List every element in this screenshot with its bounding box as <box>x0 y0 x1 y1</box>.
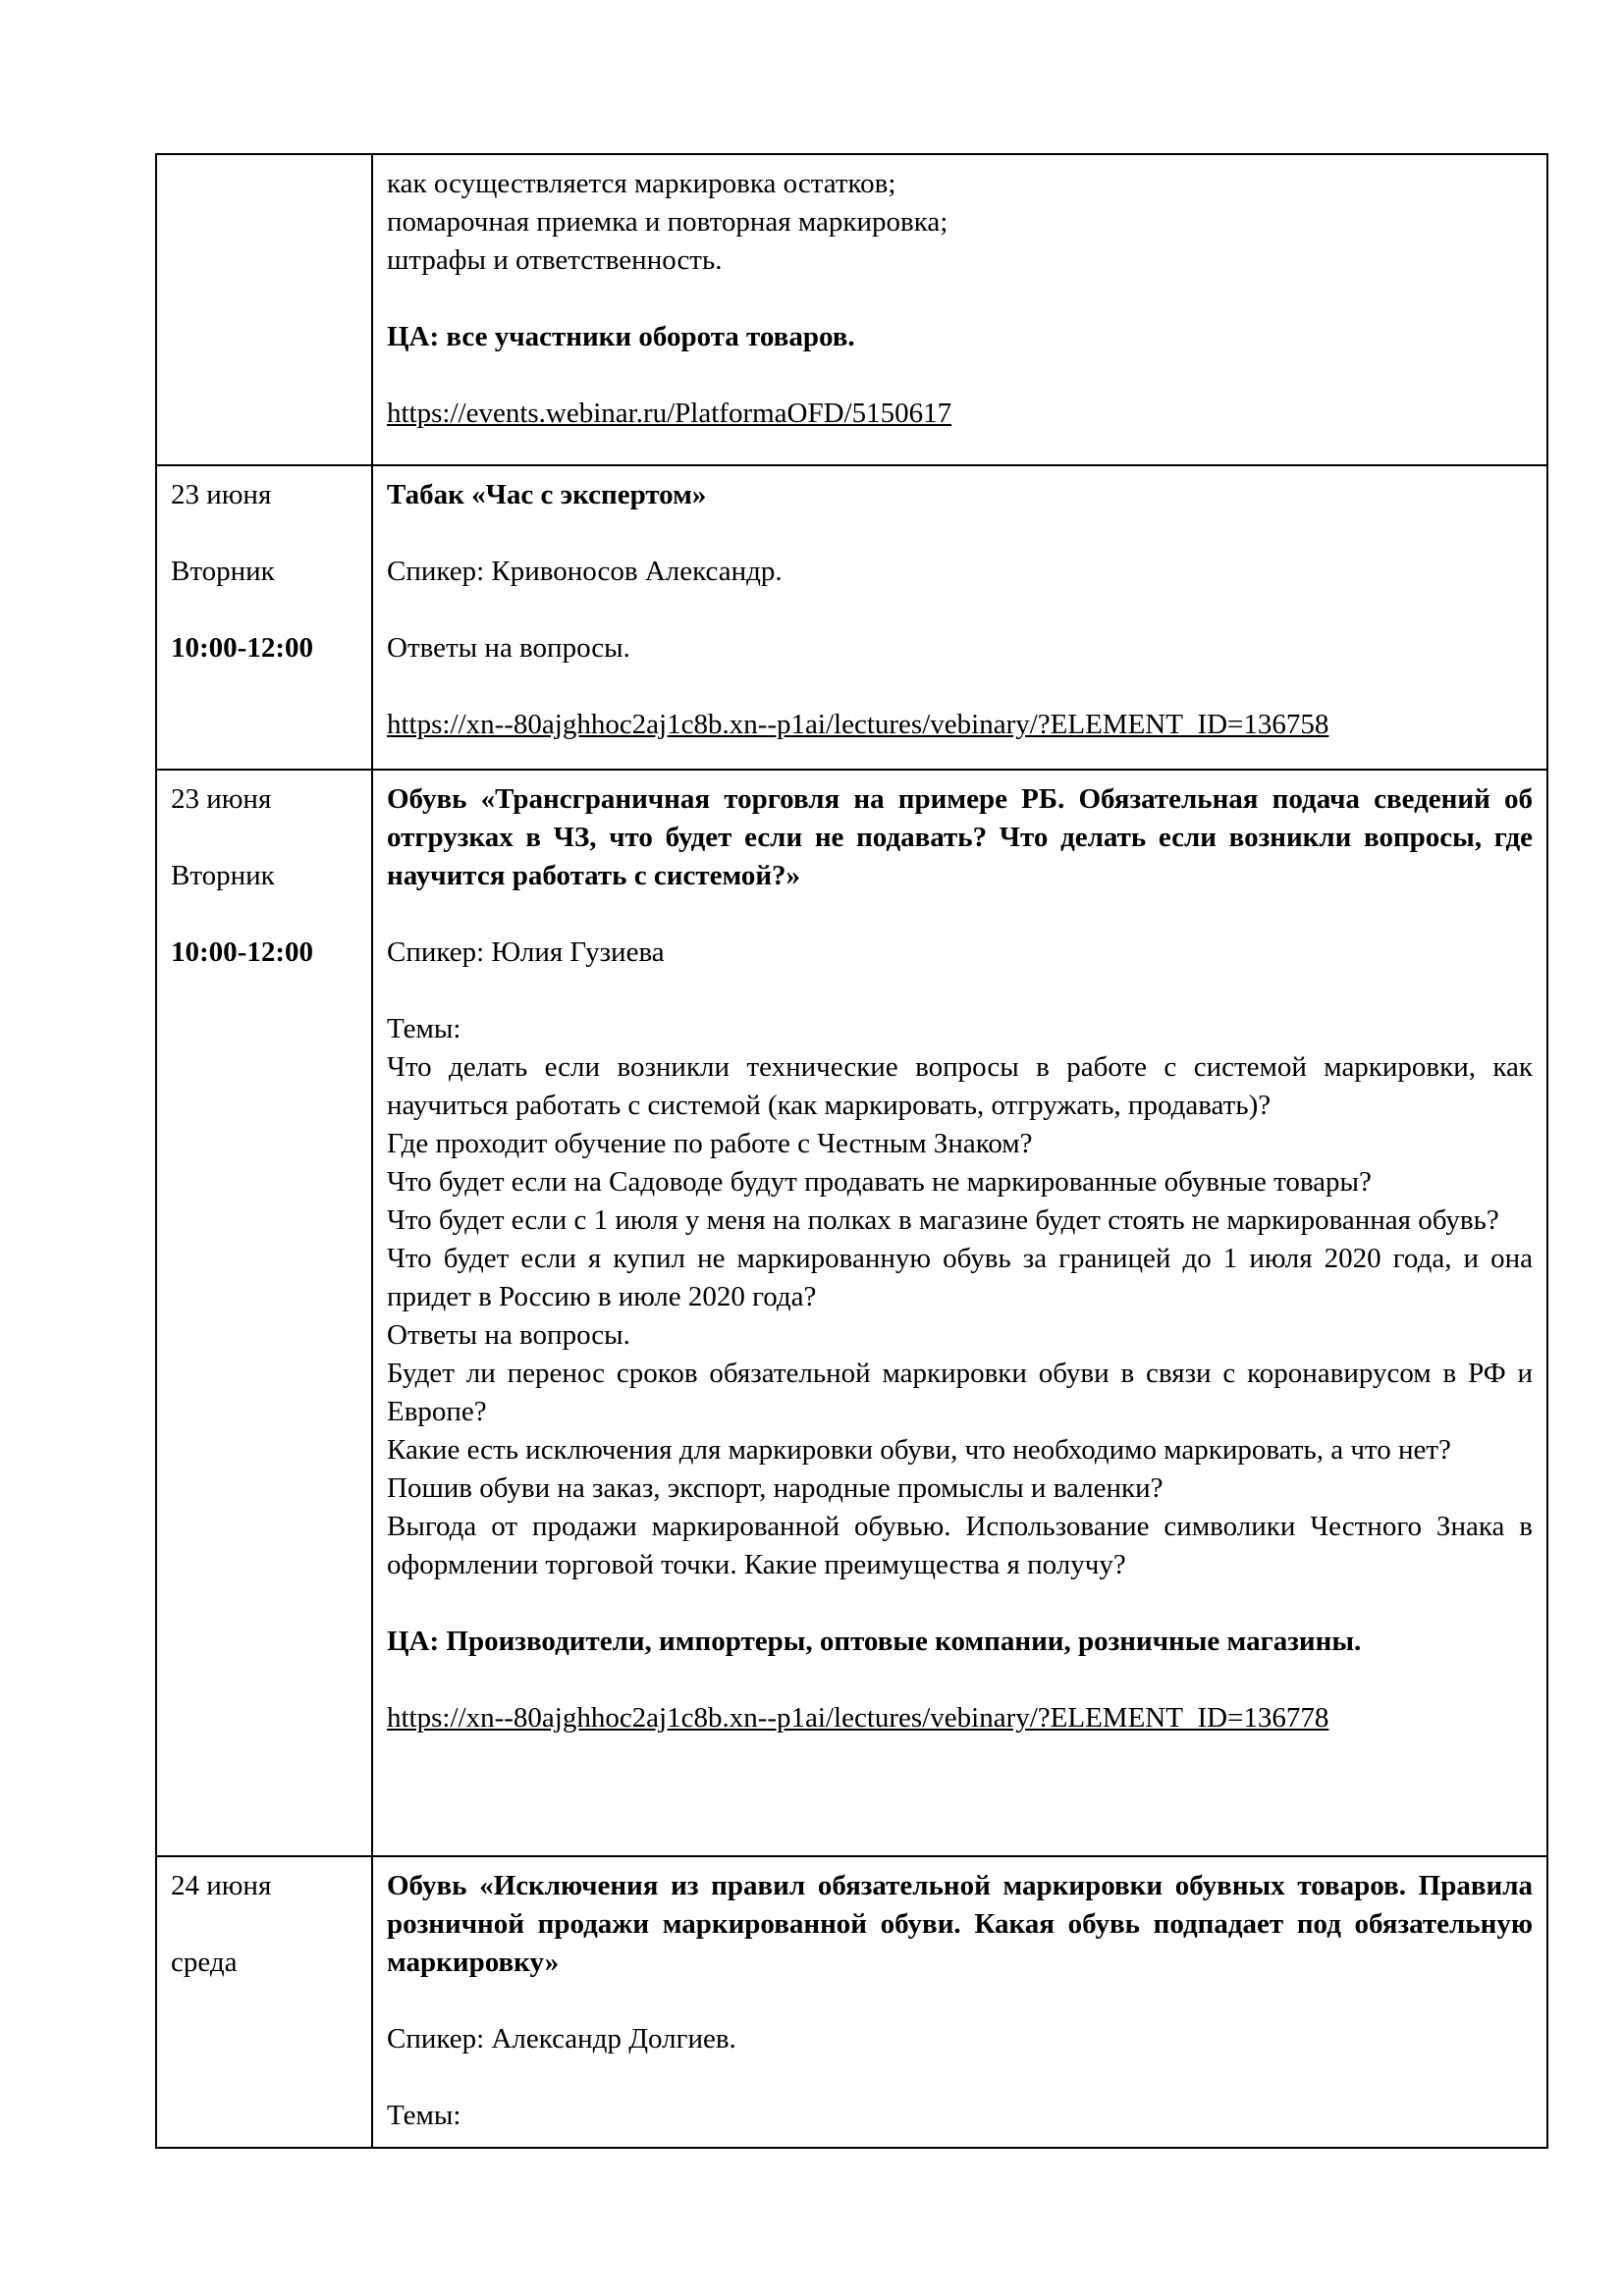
webinar-link[interactable]: https://events.webinar.ru/PlatformaOFD/5150617 <box>387 398 952 429</box>
event-weekday: Вторник <box>171 860 275 891</box>
event-speaker: Спикер: Александр Долгиев. <box>387 2023 736 2055</box>
text-line: как осуществляется маркировка остатков; <box>387 168 896 199</box>
target-audience: ЦА: все участники оборота товаров. <box>387 321 855 352</box>
topic-item: Ответы на вопросы. <box>387 1319 630 1351</box>
event-date: 23 июня <box>171 479 272 510</box>
event-title: Табак «Час с экспертом» <box>387 479 707 510</box>
event-time: 10:00-12:00 <box>171 632 313 664</box>
date-cell <box>156 465 372 770</box>
topic-item: Выгода от продажи маркированной обувью. Использование символики Честного Знака в оформлении торговой точки. Какие преимущества я получу? <box>387 1511 1533 1580</box>
topics-label: Темы: <box>387 2100 461 2131</box>
event-speaker: Спикер: Кривоносов Александр. <box>387 556 783 587</box>
date-cell <box>156 154 372 465</box>
topic-item: Какие есть исключения для маркировки обуви, что необходимо маркировать, а что нет? <box>387 1434 1451 1466</box>
table-row <box>156 770 1547 1856</box>
description-cell <box>372 770 1547 1856</box>
event-weekday: среда <box>171 1947 238 1978</box>
topic-item: Что будет если я купил не маркированную обувь за границей до 1 июля 2020 года, и она придет в Россию в июле 2020 года? <box>387 1243 1533 1312</box>
table-row <box>156 154 1547 465</box>
date-cell <box>156 770 372 1856</box>
date-cell <box>156 1856 372 2148</box>
topic-item: Будет ли перенос сроков обязательной маркировки обуви в связи с коронавирусом в РФ и Европе? <box>387 1358 1533 1427</box>
description-cell <box>372 154 1547 465</box>
webinar-link[interactable]: https://xn--80ajghhoc2aj1c8b.xn--p1ai/lectures/vebinary/?ELEMENT_ID=136778 <box>387 1702 1329 1734</box>
text-line: помарочная приемка и повторная маркировка; <box>387 206 948 238</box>
description-cell <box>372 1856 1547 2148</box>
topic-item: Что будет если на Садоводе будут продавать не маркированные обувные товары? <box>387 1166 1372 1198</box>
event-weekday: Вторник <box>171 556 275 587</box>
topic-item: Что будет если с 1 июля у меня на полках в магазине будет стоять не маркированная обувь? <box>387 1204 1499 1236</box>
description-cell <box>372 465 1547 770</box>
topic-item: Где проходит обучение по работе с Честным Знаком? <box>387 1128 1033 1159</box>
webinar-schedule-table <box>155 153 1548 2149</box>
event-title: Обувь «Исключения из правил обязательной маркировки обувных товаров. Правила розничной продажи маркированной обуви. Какая обувь подпадает под обязательную маркировку» <box>387 1870 1533 1978</box>
event-note: Ответы на вопросы. <box>387 632 630 664</box>
table-row <box>156 1856 1547 2148</box>
event-time: 10:00-12:00 <box>171 936 313 968</box>
event-date: 23 июня <box>171 783 272 815</box>
event-speaker: Спикер: Юлия Гузиева <box>387 936 665 968</box>
event-date: 24 июня <box>171 1870 272 1901</box>
topics-label: Темы: <box>387 1013 461 1044</box>
event-title: Обувь «Трансграничная торговля на примере РБ. Обязательная подача сведений об отгрузках в ЧЗ, что будет если не подавать? Что делать если возникли вопросы, где научится работать с системой?» <box>387 783 1533 891</box>
target-audience: ЦА: Производители, импортеры, оптовые компании, розничные магазины. <box>387 1626 1362 1657</box>
text-line: штрафы и ответственность. <box>387 244 723 276</box>
topic-item: Что делать если возникли технические вопросы в работе с системой маркировки, как научиться работать с системой (как маркировать, отгружать, продавать)? <box>387 1051 1533 1121</box>
table-row <box>156 465 1547 770</box>
topic-item: Пошив обуви на заказ, экспорт, народные промыслы и валенки? <box>387 1472 1164 1504</box>
webinar-link[interactable]: https://xn--80ajghhoc2aj1c8b.xn--p1ai/lectures/vebinary/?ELEMENT_ID=136758 <box>387 709 1329 740</box>
